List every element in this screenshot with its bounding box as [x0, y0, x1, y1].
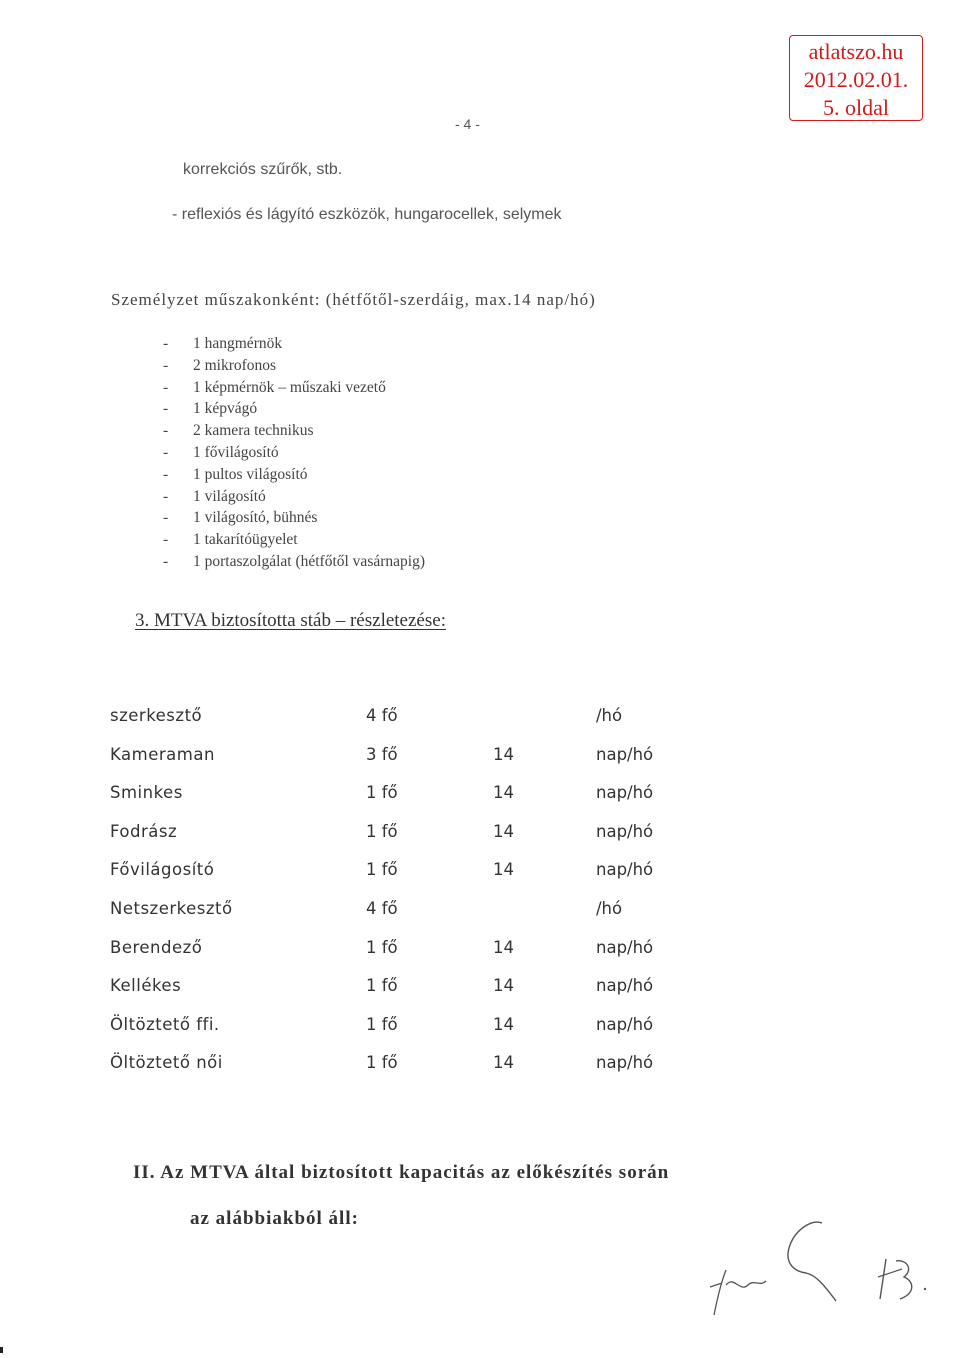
crew-unit: /hó	[596, 706, 623, 725]
crew-count: 1 fő	[366, 1053, 398, 1073]
crew-days: 14	[493, 1053, 514, 1073]
staff-list	[163, 333, 425, 573]
table-row	[110, 899, 710, 938]
list-item	[163, 507, 425, 529]
list-item	[163, 486, 425, 508]
intro-line-2: - reflexiós és lágyító eszközök, hungarocellek, selymek	[172, 206, 562, 223]
crew-unit: nap/hó	[596, 821, 654, 841]
crew-days: 14	[493, 821, 514, 841]
list-bullet: -	[163, 552, 169, 570]
list-item	[163, 442, 425, 464]
list-item-text: 1 takarítóügyelet	[193, 531, 298, 549]
crew-days: 14	[493, 860, 514, 880]
table-row	[110, 783, 710, 822]
crew-days: 14	[493, 783, 514, 803]
table-row	[110, 745, 710, 784]
crew-role: Berendező	[110, 937, 203, 957]
staff-heading: Személyzet műszakonként: (hétfőtől-szerdáig, max.14 nap/hó)	[111, 290, 596, 309]
table-row	[110, 1015, 710, 1054]
crew-days: 14	[493, 976, 514, 996]
list-bullet: -	[163, 378, 169, 396]
crew-days: 14	[493, 744, 514, 764]
crew-role: Öltöztető ffi.	[110, 1014, 220, 1034]
list-item-text: 2 kamera technikus	[193, 422, 314, 440]
list-item-text: 1 fővilágosító	[193, 443, 279, 461]
crew-days: 14	[493, 937, 514, 957]
list-item-text: 1 hangmérnök	[193, 335, 283, 352]
list-item	[163, 529, 425, 551]
crew-unit: nap/hó	[596, 976, 654, 996]
source-stamp	[789, 35, 923, 121]
crew-count: 1 fő	[366, 821, 398, 841]
list-item	[163, 398, 425, 420]
crew-table	[110, 706, 710, 1092]
crew-count: 1 fő	[366, 976, 398, 996]
crew-role: Sminkes	[110, 783, 183, 803]
part-heading-line-2: az alábbiakból áll:	[190, 1208, 359, 1229]
list-item-text: 2 mikrofonos	[193, 356, 277, 374]
crew-unit: nap/hó	[596, 744, 654, 764]
table-row	[110, 706, 710, 745]
list-bullet: -	[163, 509, 169, 527]
list-item	[163, 333, 425, 355]
crew-count: 1 fő	[366, 783, 398, 803]
list-item	[163, 355, 425, 377]
crew-unit: nap/hó	[596, 1014, 654, 1034]
table-row	[110, 860, 710, 899]
scan-speck	[0, 1347, 3, 1353]
list-item-text: 1 világosító, bühnés	[193, 509, 318, 527]
crew-count: 1 fő	[366, 860, 398, 880]
crew-unit: nap/hó	[596, 937, 654, 957]
table-row	[110, 938, 710, 977]
crew-role: Netszerkesztő	[110, 898, 233, 918]
crew-count: 4 fő	[366, 898, 398, 918]
crew-role: Öltöztető női	[110, 1053, 223, 1073]
list-bullet: -	[163, 335, 169, 352]
crew-days: 14	[493, 1014, 514, 1034]
list-item-text: 1 képmérnök – műszaki vezető	[193, 378, 386, 396]
handwritten-signature	[700, 1215, 940, 1325]
list-item-text: 1 portaszolgálat (hétfőtől vasárnapig)	[193, 552, 425, 570]
list-bullet: -	[163, 465, 169, 483]
section-title: 3. MTVA biztosította stáb – részletezése:	[135, 610, 446, 631]
list-item-text: 1 pultos világosító	[193, 465, 308, 483]
crew-count: 1 fő	[366, 1014, 398, 1034]
crew-count: 1 fő	[366, 937, 398, 957]
crew-count: 4 fő	[366, 706, 398, 725]
page-number: - 4 -	[455, 116, 480, 132]
crew-role: Kellékes	[110, 976, 182, 996]
list-item-text: 1 képvágó	[193, 400, 258, 418]
crew-unit: nap/hó	[596, 860, 654, 880]
table-row	[110, 976, 710, 1015]
crew-role: Kameraman	[110, 744, 215, 764]
list-item	[163, 420, 425, 442]
list-bullet: -	[163, 531, 169, 549]
list-item	[163, 464, 425, 486]
crew-unit: nap/hó	[596, 783, 654, 803]
crew-unit: /hó	[596, 898, 623, 918]
crew-role: Fővilágosító	[110, 860, 215, 880]
part-heading-line-1: II. Az MTVA által biztosított kapacitás az előkészítés során	[133, 1162, 670, 1183]
list-item	[163, 551, 425, 573]
list-bullet: -	[163, 443, 169, 461]
crew-role: szerkesztő	[110, 706, 203, 725]
list-bullet: -	[163, 356, 169, 374]
list-bullet: -	[163, 400, 169, 418]
list-item	[163, 377, 425, 399]
list-bullet: -	[163, 422, 169, 440]
intro-line-1: korrekciós szűrők, stb.	[183, 161, 343, 178]
stamp-date: 2012.02.01.	[803, 67, 909, 92]
list-item-text: 1 világosító	[193, 487, 266, 505]
crew-unit: nap/hó	[596, 1053, 654, 1073]
list-bullet: -	[163, 487, 169, 505]
crew-count: 3 fő	[366, 744, 398, 764]
table-row	[110, 822, 710, 861]
crew-role: Fodrász	[110, 821, 178, 841]
stamp-page: 5. oldal	[823, 95, 889, 120]
stamp-site: atlatszo.hu	[808, 39, 904, 64]
table-row	[110, 1053, 710, 1092]
